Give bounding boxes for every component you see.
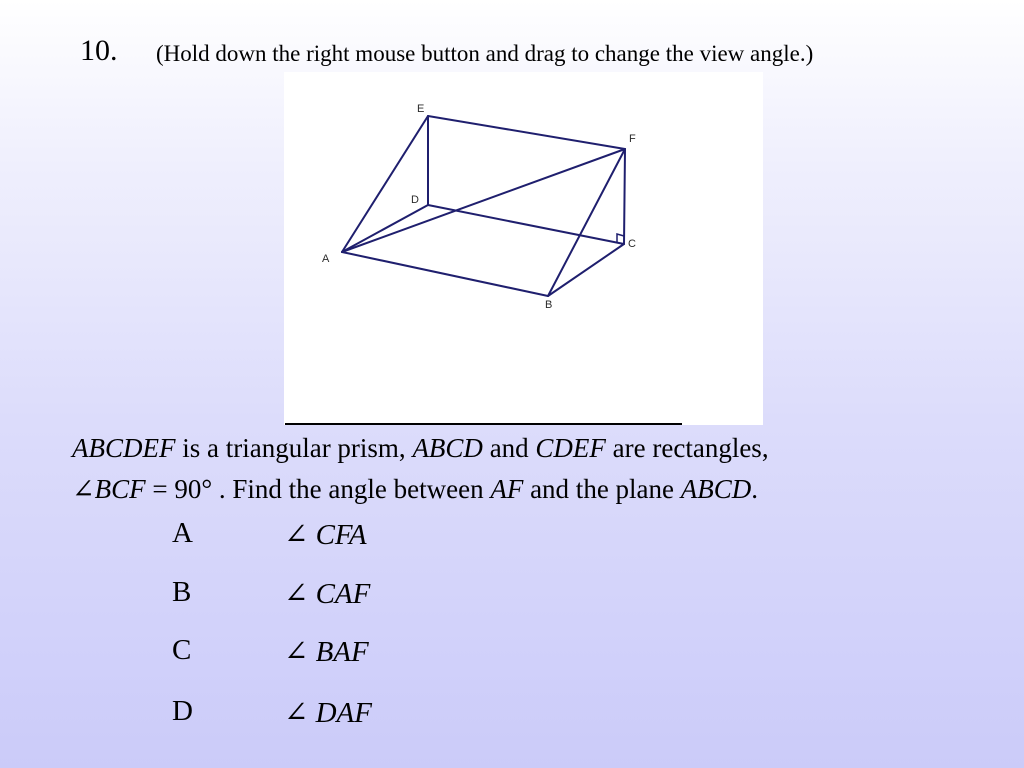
angle-symbol: ∠	[72, 474, 95, 504]
option-angle	[284, 517, 367, 552]
vertex-label-D: D	[411, 194, 419, 206]
option-angle-name: CFA	[315, 519, 367, 551]
option-angle	[284, 695, 372, 730]
edge-FC	[624, 149, 625, 244]
option-letter: C	[172, 634, 192, 666]
instruction-text: (Hold down the right mouse button and drag to change the view angle.)	[156, 41, 814, 66]
problem-statement	[72, 428, 1012, 510]
problem-text-3: = 90° . Find the angle between	[145, 474, 491, 504]
prism-3d-viewer[interactable]	[284, 72, 763, 425]
option-letter: D	[172, 695, 193, 727]
line-name: AF	[490, 474, 524, 504]
angle-icon: ∠	[284, 578, 316, 610]
edge-BC	[548, 244, 624, 296]
problem-period: .	[751, 474, 759, 504]
problem-text-2: are rectangles,	[605, 433, 769, 463]
plane-name: ABCD	[680, 474, 752, 504]
option-angle-name: CAF	[315, 578, 371, 610]
prism-diagram	[284, 72, 763, 425]
problem-text-1: is a triangular prism,	[175, 433, 413, 463]
angle-icon: ∠	[284, 636, 316, 668]
edge-AE	[342, 116, 428, 252]
option-letter: B	[172, 576, 192, 608]
vertex-label-A: A	[322, 253, 330, 265]
option-letter: A	[172, 517, 193, 549]
vertex-label-B: B	[545, 299, 553, 311]
problem-and: and	[482, 433, 536, 463]
option-angle-name: DAF	[315, 697, 372, 729]
option-angle	[284, 634, 369, 669]
angle-icon: ∠	[284, 519, 316, 551]
question-number: 10.	[80, 34, 118, 67]
rectangle-1: ABCD	[412, 433, 483, 463]
edge-AB	[342, 252, 548, 296]
right-angle-mark	[617, 234, 624, 242]
prism-name: ABCDEF	[72, 433, 176, 463]
answer-line	[285, 423, 682, 425]
edge-EF	[428, 116, 625, 149]
vertex-label-E: E	[417, 103, 425, 115]
vertex-label-C: C	[628, 238, 636, 250]
problem-text-4: and the plane	[523, 474, 681, 504]
edge-DA	[342, 205, 428, 252]
angle-name: BCF	[94, 474, 146, 504]
angle-icon: ∠	[284, 697, 316, 729]
option-angle	[284, 576, 370, 611]
rectangle-2: CDEF	[535, 433, 606, 463]
vertex-label-F: F	[629, 133, 636, 145]
edge-FB	[548, 149, 625, 296]
option-angle-name: BAF	[315, 636, 369, 668]
